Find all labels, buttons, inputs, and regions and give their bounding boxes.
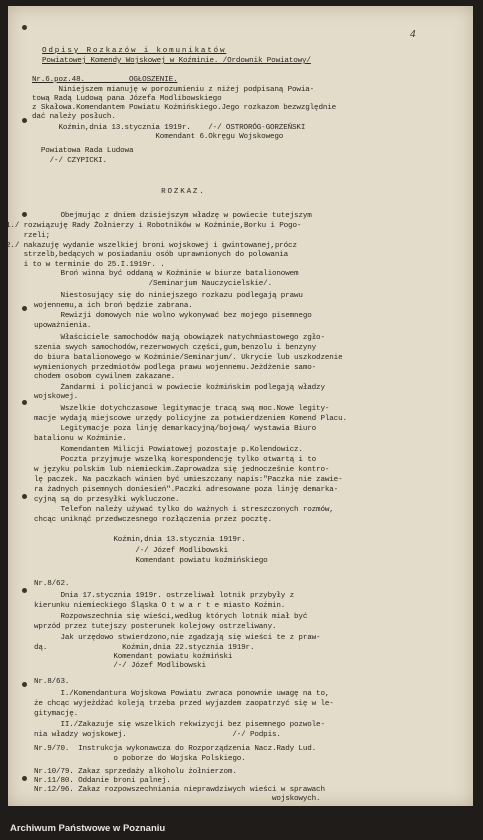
text-line: Komendantem Milicji Powiatowej pozostaje p.Kolendowicz. [34, 446, 303, 454]
text-line: strzelb,bedących w posiadaniu osób uprawnionych do polowania [6, 251, 289, 259]
text-line: Niestosujący się do niniejszego rozkazu podlegają prawu [34, 292, 303, 300]
text-line: 1./ rozwiązuję Rady Żołnierzy i Robotników w Koźminie,Borku i Pogo- [6, 222, 302, 230]
text-line: chcąc uniknąć przedwczesnego rozłączenia przez pocztę. [34, 516, 272, 524]
text-line: upoważnienia. [34, 322, 92, 330]
text-line: Rozpowszechnia się wieści,według których lotnik miał być [34, 613, 308, 621]
binding-hole [22, 212, 27, 217]
text-line: Poczta przyjmuje wszelką korespondencję tylko otwartą i to [34, 456, 317, 464]
text-line: II./Zakazuje się wszelkich rekwizycji bez pisemnego pozwole- [34, 721, 325, 729]
signature-title: Komendant 6.Okręgu Wojskowego [32, 133, 284, 141]
binding-hole [22, 118, 27, 123]
text-line: i to w terminie do 25.I.1919r. . [6, 261, 165, 269]
text-line: 2./ nakazuję wydanie wszelkiej broni wojskowej i gwintowanej,prócz [6, 242, 297, 250]
text-line: Powiatowa Rada Ludowa [32, 147, 134, 155]
text-line: nia władzy wojskowej. /-/ Podpis. [34, 731, 281, 739]
text-line: Broń winna być oddaną w Koźminie w biurze batalionowem [34, 270, 299, 278]
text-line: do biura batalionowego w Koźminie/Seminarjum/. Ukrycie lub uszkodzenie [34, 354, 343, 362]
signature-title: Komendant powiatu koźmińskiego [34, 557, 268, 565]
signature: /-/ Józef Modlibowski [34, 662, 206, 670]
text-line: kierunku niemieckiego Śląska O t w a r t e miasto Koźmin. [34, 602, 286, 610]
text-line: Rewizji domowych nie wolno wykonywać bez mojego pisemnego [34, 312, 312, 320]
text-line: Obejmując z dniem dzisiejszym władzę w powiecie tutejszym [34, 212, 312, 220]
order-entry: Nr.9/70. Instrukcja wykonawcza do Rozporządzenia Nacz.Rady Lud. [34, 745, 317, 753]
binding-hole [22, 400, 27, 405]
text-line: Telefon należy używać tylko do ważnych i streszczonych rozmów, [34, 506, 334, 514]
text-line: rzeli; [6, 232, 51, 240]
text-line: Niniejszem mianuję w porozumieniu z niżej podpisaną Powia- [32, 86, 315, 94]
text-line: macje wydają miejscowe urzędy policyjne za potwierdzeniem Komend Placu. [34, 415, 347, 423]
page-number: 4 [410, 28, 416, 40]
binding-hole [22, 494, 27, 499]
order-heading: ROZKAZ. [34, 188, 206, 196]
text-line: Żandarmi i policjanci w powiecie koźmińskim podlegają władzy [34, 384, 325, 392]
order-number: Nr.8/63. [34, 678, 70, 686]
order-entry: Nr.11/80. Oddanie broni palnej. [34, 777, 171, 785]
text-line: Jak urzędowo stwierdzono,nie zgadzają się wieści te z praw- [34, 634, 321, 642]
binding-hole [22, 776, 27, 781]
text-line: dą. Koźmin,dnia 22.stycznia 1919r. [34, 644, 255, 652]
text-line: chodem osobom cywilnem zakazane. [34, 373, 176, 381]
text-line: Koźmin,dnia 13.stycznia 1919r. /-/ OSTRORÓG-GORZEŃSKI [32, 124, 306, 132]
text-line: wojennemu,a ich broń będzie zabrana. [34, 302, 193, 310]
text-line: /Seminarjum Nauczycielskie/. [34, 280, 272, 288]
text-line: z Skałowa.Komendantem Powiatu Koźmińskiego.Jego rozkazom bezwzględnie [32, 104, 337, 112]
text-line: wprzód przez tutejszy posterunek kolejowy ostrzeliwany. [34, 623, 277, 631]
document-heading: Odpisy Rozkazów i komunikatów [42, 47, 227, 55]
text-line: dać należy posłuch. [32, 113, 116, 121]
text-line: gitymację. [34, 710, 79, 718]
order-entry: Nr.12/96. Zakaz rozpowszechniania nieprawdziwych wieści w sprawach [34, 786, 325, 794]
text-line: Legitymacje poza linję demarkacyjną/bojową/ wystawia Biuro [34, 425, 317, 433]
text-line: że chcąc wyjeżdżać koleją trzeba przed wyjazdem zaopatrzyć się w le- [34, 700, 334, 708]
text-line: tową Radą Ludową pana Józefa Modlibowskiego [32, 95, 222, 103]
signature: /-/ CZYPICKI. [32, 157, 107, 165]
document-heading-sub: Powiatowej Komendy Wojskowej w Koźminie. /Ordownik Powiatowy/ [42, 57, 311, 65]
text-line: cyjną są do przesyłki wykluczone. [34, 496, 180, 504]
text-line: Koźmin,dnia 13.stycznia 1919r. [34, 536, 246, 544]
binding-hole [22, 25, 27, 30]
text-line: w języku polskim lub niemieckim.Zaprowadza się jednocześnie kontro- [34, 466, 330, 474]
binding-hole [22, 588, 27, 593]
text-line: Wszelkie dotychczasowe legitymacje tracą swą moc.Nowe legity- [34, 405, 330, 413]
text-line: wojskowej. [34, 393, 79, 401]
text-line: batalionu w Koźminie. [34, 435, 127, 443]
text-line: lę paczek. Na paczkach winien być umieszczany napis:"Paczka nie zawie- [34, 476, 343, 484]
text-line: Dnia 17.stycznia 1919r. ostrzeliwał lotnik przybyły z [34, 592, 295, 600]
archive-name: Archiwum Państwowe w Poznaniu [10, 823, 166, 834]
text-line: wojskowych. [34, 795, 321, 803]
text-line: o poborze do Wojska Polskiego. [34, 755, 246, 763]
text-line: szenia swych samochodów,rezerwowych części,gum,benzolu i benzyny [34, 344, 317, 352]
announcement-number: Nr.6.poz.48. OGŁOSZENIE. [32, 76, 178, 84]
order-entry: Nr.10/79. Zakaz sprzedaży alkoholu żołnierzom. [34, 768, 237, 776]
text-line: wymienionych przedmiotów podlega prawu wojennemu.Jeżdżenie samo- [34, 364, 317, 372]
binding-hole [22, 306, 27, 311]
text-line: I./Komendantura Wojskowa Powiatu zwraca ponownie uwagę na to, [34, 690, 330, 698]
text-line: Właściciele samochodów mają obowiązek natychmiastowego zgło- [34, 334, 325, 342]
signature: /-/ Józef Modlibowski [34, 547, 228, 555]
text-line: ra żadnych pisemnych doniesień".Paczki adresowane poza linję demarka- [34, 486, 339, 494]
signature-title: Komendant powiatu koźmiński [34, 653, 233, 661]
order-number: Nr.8/62. [34, 580, 70, 588]
binding-hole [22, 682, 27, 687]
